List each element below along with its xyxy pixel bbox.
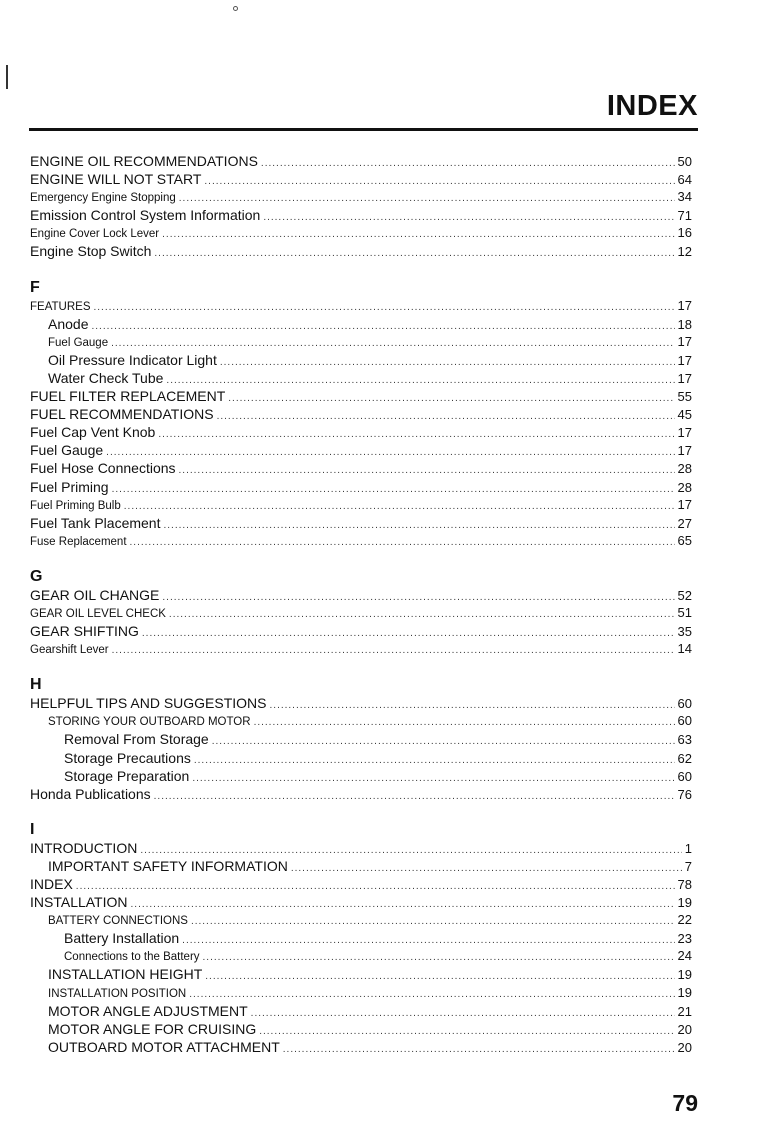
entry-page-number: 17: [677, 297, 692, 313]
stray-mark: [233, 6, 238, 11]
dot-leader: [76, 878, 675, 896]
entry-page-number: 64: [677, 172, 692, 188]
entry-label: MOTOR ANGLE ADJUSTMENT: [48, 1002, 248, 1019]
index-entry: [30, 839, 692, 857]
dot-leader: [228, 390, 674, 408]
index-entry: [30, 206, 692, 224]
entry-page-number: 17: [677, 333, 692, 349]
entry-page-number: 35: [677, 624, 692, 640]
entry-page-number: 51: [677, 604, 692, 620]
entry-page-number: 60: [677, 713, 692, 729]
index-entry: [30, 604, 692, 622]
dot-leader: [154, 788, 675, 806]
dot-leader: [166, 372, 674, 390]
entry-label: IMPORTANT SAFETY INFORMATION: [48, 857, 288, 874]
index-entry: [30, 586, 692, 604]
dot-leader: [263, 209, 674, 227]
index-entry: [30, 405, 692, 423]
entry-page-number: 60: [677, 696, 692, 712]
entry-label: Connections to the Battery: [64, 951, 200, 964]
entry-label: Engine Stop Switch: [30, 243, 152, 260]
index-list: [30, 152, 692, 1056]
index-entry: [30, 423, 692, 441]
entry-label: OUTBOARD MOTOR ATTACHMENT: [48, 1038, 280, 1055]
entry-page-number: 78: [677, 877, 692, 892]
entry-page-number: 19: [677, 967, 692, 983]
entry-page-number: 20: [677, 1039, 692, 1055]
entry-page-number: 65: [677, 532, 692, 548]
index-entry: [30, 785, 692, 803]
entry-label: BATTERY CONNECTIONS: [48, 915, 188, 928]
index-entry: [30, 369, 692, 387]
index-entry: [30, 315, 692, 333]
index-entry: [30, 712, 692, 730]
dot-leader: [191, 913, 675, 931]
dot-leader: [192, 770, 674, 788]
entry-page-number: 63: [677, 732, 692, 748]
entry-page-number: 62: [677, 750, 692, 766]
index-entry: [30, 333, 692, 351]
entry-page-number: 17: [677, 352, 692, 368]
entry-page-number: 24: [677, 948, 692, 964]
entry-page-number: 21: [677, 1003, 692, 1019]
entry-label: GEAR OIL LEVEL CHECK: [30, 607, 166, 620]
entry-page-number: 12: [677, 244, 692, 260]
index-entry: [30, 640, 692, 658]
index-entry: [30, 459, 692, 477]
dot-leader: [254, 714, 675, 732]
index-entry: [30, 694, 692, 712]
section-gap: [30, 550, 692, 568]
entry-label: Fuel Cap Vent Knob: [30, 424, 156, 441]
entry-label: Fuel Hose Connections: [30, 460, 176, 477]
dot-leader: [189, 986, 674, 1004]
index-entry: [30, 532, 692, 550]
entry-page-number: 7: [684, 858, 692, 874]
entry-page-number: 22: [677, 912, 692, 928]
dot-leader: [154, 245, 674, 263]
dot-leader: [106, 444, 674, 462]
entry-label: INSTALLATION: [30, 894, 128, 911]
dot-leader: [179, 462, 675, 480]
entry-label: Water Check Tube: [48, 369, 164, 386]
entry-label: Gearshift Lever: [30, 644, 109, 657]
dot-leader: [204, 173, 674, 191]
dot-leader: [283, 1041, 675, 1059]
index-entry: [30, 152, 692, 170]
entry-label: Emergency Engine Stopping: [30, 192, 176, 205]
entry-page-number: 34: [677, 189, 692, 205]
dot-leader: [124, 498, 675, 516]
entry-label: Honda Publications: [30, 785, 151, 802]
dot-leader: [205, 968, 674, 986]
entry-page-number: 17: [677, 496, 692, 512]
index-entry: [30, 297, 692, 315]
index-entry: [30, 965, 692, 983]
index-entry: [30, 478, 692, 496]
dot-leader: [94, 299, 675, 317]
index-entry: [30, 984, 692, 1002]
dot-leader: [261, 155, 675, 173]
dot-leader: [130, 534, 675, 552]
entry-page-number: 23: [677, 931, 692, 947]
entry-label: Fuse Replacement: [30, 535, 127, 548]
entry-page-number: 14: [677, 641, 692, 657]
dot-leader: [91, 318, 674, 336]
entry-page-number: 55: [677, 389, 692, 405]
entry-page-number: 1: [684, 840, 692, 856]
entry-label: STORING YOUR OUTBOARD MOTOR: [48, 716, 251, 729]
index-entry: [30, 947, 692, 965]
entry-label: ENGINE WILL NOT START: [30, 171, 202, 188]
entry-page-number: 16: [677, 225, 692, 241]
dot-leader: [194, 752, 675, 770]
index-entry: [30, 911, 692, 929]
entry-page-number: 27: [677, 515, 692, 531]
dot-leader: [162, 589, 674, 607]
index-entry: [30, 767, 692, 785]
entry-page-number: 17: [677, 425, 692, 441]
entry-label: Engine Cover Lock Lever: [30, 228, 160, 241]
entry-page-number: 45: [677, 407, 692, 423]
title-rule: [29, 128, 698, 131]
entry-label: INDEX: [30, 876, 73, 892]
dot-leader: [158, 426, 674, 444]
index-entry: [30, 441, 692, 459]
dot-leader: [169, 606, 675, 624]
entry-page-number: 19: [677, 984, 692, 1000]
entry-label: Battery Installation: [64, 930, 180, 947]
entry-page-number: 17: [677, 370, 692, 386]
dot-leader: [142, 625, 675, 643]
index-entry: [30, 514, 692, 532]
index-entry: [30, 857, 692, 875]
index-entry: [30, 730, 692, 748]
section-letter: G: [30, 567, 43, 585]
index-entry: [30, 188, 692, 206]
dot-leader: [203, 949, 675, 967]
entry-page-number: 76: [677, 786, 692, 802]
index-entry: [30, 170, 692, 188]
entry-label: Fuel Gauge: [48, 336, 109, 349]
entry-label: ENGINE OIL RECOMMENDATIONS: [30, 153, 258, 169]
entry-page-number: 20: [677, 1021, 692, 1037]
entry-label: Fuel Gauge: [30, 442, 104, 459]
dot-leader: [220, 354, 675, 372]
page-number: 79: [672, 1090, 698, 1116]
entry-label: Fuel Priming Bulb: [30, 499, 121, 512]
margin-mark: [6, 65, 8, 89]
index-entry: [30, 1038, 692, 1056]
index-entry: [30, 1020, 692, 1038]
dot-leader: [212, 733, 675, 751]
entry-label: Storage Preparation: [64, 767, 190, 784]
index-entry: [30, 622, 692, 640]
index-entry: [30, 875, 692, 893]
entry-label: INTRODUCTION: [30, 839, 138, 856]
entry-label: GEAR SHIFTING: [30, 623, 139, 640]
dot-leader: [217, 408, 675, 426]
entry-page-number: 52: [677, 587, 692, 603]
entry-label: Fuel Tank Placement: [30, 514, 161, 531]
entry-label: Emission Control System Information: [30, 207, 261, 224]
index-entry: [30, 351, 692, 369]
entry-page-number: 60: [677, 768, 692, 784]
section-gap: [30, 658, 692, 676]
entry-label: HELPFUL TIPS AND SUGGESTIONS: [30, 695, 267, 712]
section-letter: I: [30, 820, 35, 838]
entry-label: FUEL FILTER REPLACEMENT: [30, 388, 226, 405]
dot-leader: [259, 1023, 674, 1041]
dot-leader: [270, 697, 675, 715]
index-entry: [30, 749, 692, 767]
entry-label: MOTOR ANGLE FOR CRUISING: [48, 1020, 257, 1037]
section-letter: F: [30, 278, 40, 296]
index-entry: [30, 242, 692, 260]
dot-leader: [163, 517, 674, 535]
entry-label: Storage Precautions: [64, 749, 191, 766]
dot-leader: [112, 642, 675, 660]
dot-leader: [291, 860, 682, 878]
section-letter: H: [30, 676, 42, 694]
entry-page-number: 28: [677, 461, 692, 477]
entry-page-number: 18: [677, 316, 692, 332]
entry-page-number: 71: [677, 208, 692, 224]
entry-label: INSTALLATION HEIGHT: [48, 966, 203, 983]
dot-leader: [131, 896, 675, 914]
entry-label: INSTALLATION POSITION: [48, 987, 187, 1000]
entry-label: FUEL RECOMMENDATIONS: [30, 406, 214, 423]
dot-leader: [162, 226, 674, 244]
dot-leader: [182, 932, 674, 950]
index-entry: [30, 496, 692, 514]
entry-label: Oil Pressure Indicator Light: [48, 351, 217, 368]
dot-leader: [251, 1005, 675, 1023]
index-entry: [30, 929, 692, 947]
entry-label: GEAR OIL CHANGE: [30, 586, 160, 603]
page-title: INDEX: [606, 90, 698, 122]
entry-page-number: 50: [677, 154, 692, 169]
entry-label: Removal From Storage: [64, 731, 209, 748]
entry-label: Fuel Priming: [30, 478, 109, 495]
entry-page-number: 28: [677, 479, 692, 495]
entry-label: Anode: [48, 315, 89, 332]
entry-page-number: 19: [677, 895, 692, 911]
entry-page-number: 17: [677, 443, 692, 459]
dot-leader: [112, 481, 675, 499]
entry-label: FEATURES: [30, 300, 91, 313]
index-entry: [30, 1002, 692, 1020]
index-entry: [30, 387, 692, 405]
index-entry: [30, 224, 692, 242]
